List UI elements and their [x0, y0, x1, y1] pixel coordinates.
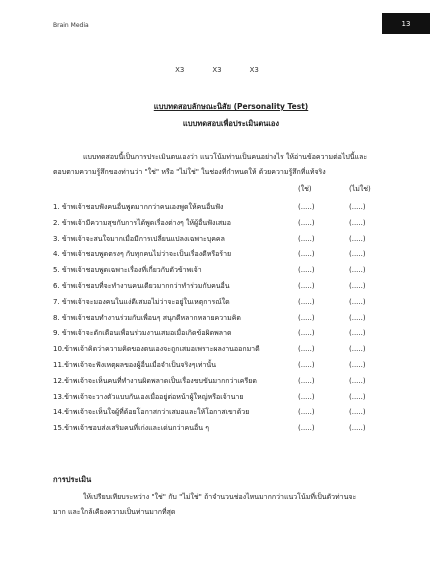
no-answer-blank[interactable]: (.....) [349, 345, 366, 354]
yes-answer-blank[interactable]: (.....) [298, 408, 315, 417]
yes-answer-blank[interactable]: (.....) [298, 281, 315, 290]
question-text: 10.ข้าพเจ้าคิดว่าความคิดของตนเองจะถูกเสมอเพราะผลงานออกมาดี [53, 345, 260, 354]
evaluation-line: มาก และใกล้เคียงความเป็นท่านมากที่สุด [53, 508, 176, 516]
evaluation-heading: การประเมิน [53, 475, 92, 484]
question-text: 11.ข้าพเจ้าจะฟังเหตุผลของผู้อื่นเมื่อจำเป็นจริงๆเท่านั้น [53, 360, 216, 369]
yes-answer-blank[interactable]: (.....) [298, 250, 315, 259]
yes-answer-blank[interactable]: (.....) [298, 360, 315, 369]
no-answer-blank[interactable]: (.....) [349, 408, 366, 417]
no-answer-blank[interactable]: (.....) [349, 218, 366, 227]
question-row [53, 390, 393, 406]
question-row [53, 263, 393, 279]
question-row [53, 279, 393, 295]
evaluation-text [53, 490, 393, 520]
question-row [53, 311, 393, 327]
question-row [53, 358, 393, 374]
no-answer-blank[interactable]: (.....) [349, 203, 366, 211]
section-marks [0, 66, 430, 74]
document-title: แบบทดสอบลักษณะนิสัย (Personality Test) [153, 102, 309, 111]
no-answer-blank[interactable]: (.....) [349, 297, 366, 306]
no-answer-blank[interactable]: (.....) [349, 376, 366, 385]
question-row [53, 216, 393, 232]
question-text: 1. ข้าพเจ้าชอบฟังคนอื่นพูดมากกว่าคนเองพูดให้คนอื่นฟัง [53, 203, 224, 211]
intro-line: แบบทดสอบนี้เป็นการประเมินตนเองว่า แนวโน้มท่านเป็นคนอย่างไร ให้อ่านข้อความต่อไปนี้และ [83, 153, 368, 161]
question-row [53, 421, 393, 437]
question-text: 2. ข้าพเจ้ามีความสุขกับการได้พูดเรื่องต่างๆ ให้ผู้อื่นฟังเสมอ [53, 218, 231, 227]
question-list [53, 200, 393, 437]
no-answer-blank[interactable]: (.....) [349, 329, 366, 338]
no-answer-blank[interactable]: (.....) [349, 392, 366, 401]
question-row [53, 200, 393, 216]
no-answer-blank[interactable]: (.....) [349, 313, 366, 322]
header-brand: Brain Media [53, 22, 89, 29]
no-answer-blank[interactable]: (.....) [349, 281, 366, 290]
document-subtitle: แบบทดสอบเพื่อประเมินตนเอง [182, 119, 280, 128]
intro-paragraph [53, 150, 388, 180]
no-answer-blank[interactable]: (.....) [349, 424, 366, 433]
yes-answer-blank[interactable]: (.....) [298, 297, 315, 306]
question-text: 14.ข้าพเจ้าจะเห็นใจผู้ที่ด้อยโอกาสกว่าเสมอและให้โอกาสเขาด้วย [53, 408, 250, 417]
question-text: 7. ข้าพเจ้าจะมองคนในแง่ดีเสมอไม่ว่าจะอยู่ในเหตุการณ์ใด [53, 297, 230, 306]
intro-line: ตอบตามความรู้สึกของท่านว่า "ใช่" หรือ "ไม่ใช่" ในช่องที่กำหนดให้ ด้วยความรู้สึกที่แท้จริง [53, 168, 326, 176]
section-mark: X3 [212, 66, 222, 74]
no-answer-blank[interactable]: (.....) [349, 234, 366, 243]
evaluation-line: ให้เปรียบเทียบระหว่าง "ใช่" กับ "ไม่ใช่" ถ้าจำนวนช่องไหนมากกว่าแนวโน้มที่เป็นตัวท่านจะ [83, 493, 357, 501]
no-answer-blank[interactable]: (.....) [349, 360, 366, 369]
yes-answer-blank[interactable]: (.....) [298, 392, 315, 401]
question-text: 8. ข้าพเจ้าชอบทำงานร่วมกับเพื่อนๆ สนุกดีหลากหลายความคิด [53, 313, 241, 322]
question-text: 5. ข้าพเจ้าชอบพูดเฉพาะเรื่องที่เกี่ยวกับตัวข้าพเจ้า [53, 266, 202, 275]
question-text: 4. ข้าพเจ้าชอบพูดตรงๆ กับทุกคนไม่ว่าจะเป็นเรื่องดีหรือร้าย [53, 250, 232, 259]
question-text: 13.ข้าพเจ้าจะวางตัวแบบกันเองเมื่ออยู่ต่อหน้าผู้ใหญ่หรือเจ้านาย [53, 392, 244, 401]
yes-answer-blank[interactable]: (.....) [298, 345, 315, 354]
yes-answer-blank[interactable]: (.....) [298, 313, 315, 322]
question-row [53, 247, 393, 263]
no-column-header: (ไม่ใช่) [349, 185, 371, 193]
yes-answer-blank[interactable]: (.....) [298, 376, 315, 385]
yes-answer-blank[interactable]: (.....) [298, 203, 315, 211]
question-row [53, 374, 393, 390]
question-text: 6. ข้าพเจ้าชอบที่จะทำงานคนเดียวมากกว่าทำร่วมกับคนอื่น [53, 281, 230, 290]
yes-answer-blank[interactable]: (.....) [298, 424, 315, 433]
yes-answer-blank[interactable]: (.....) [298, 234, 315, 243]
yes-answer-blank[interactable]: (.....) [298, 266, 315, 275]
page-number-badge [382, 13, 430, 34]
question-row [53, 326, 393, 342]
yes-answer-blank[interactable]: (.....) [298, 218, 315, 227]
section-mark: X3 [175, 66, 185, 74]
question-text: 12.ข้าพเจ้าจะเห็นคนที่ทำงานผิดพลาดเป็นเรื่องขบขันมากกว่าเครียด [53, 376, 257, 385]
question-row [53, 405, 393, 421]
section-mark: X3 [249, 66, 259, 74]
no-answer-blank[interactable]: (.....) [349, 266, 366, 275]
question-row [53, 232, 393, 248]
yes-answer-blank[interactable]: (.....) [298, 329, 315, 338]
yes-column-header: (ใช่) [298, 185, 312, 193]
question-text: 3. ข้าพเจ้าจะสนใจมากเมื่อมีการเปลี่ยนแปลงเฉพาะบุคคล [53, 234, 225, 243]
question-text: 9. ข้าพเจ้าจะตักเตือนเพื่อนร่วมงานเสมอเมื่อเกิดข้อผิดพลาด [53, 329, 232, 338]
question-row [53, 295, 393, 311]
page-number: 13 [401, 19, 411, 28]
question-text: 15.ข้าพเจ้าชอบส่งเสริมคนที่เก่งและเด่นกว่าคนอื่น ๆ [53, 424, 209, 433]
question-row [53, 342, 393, 358]
no-answer-blank[interactable]: (.....) [349, 250, 366, 259]
